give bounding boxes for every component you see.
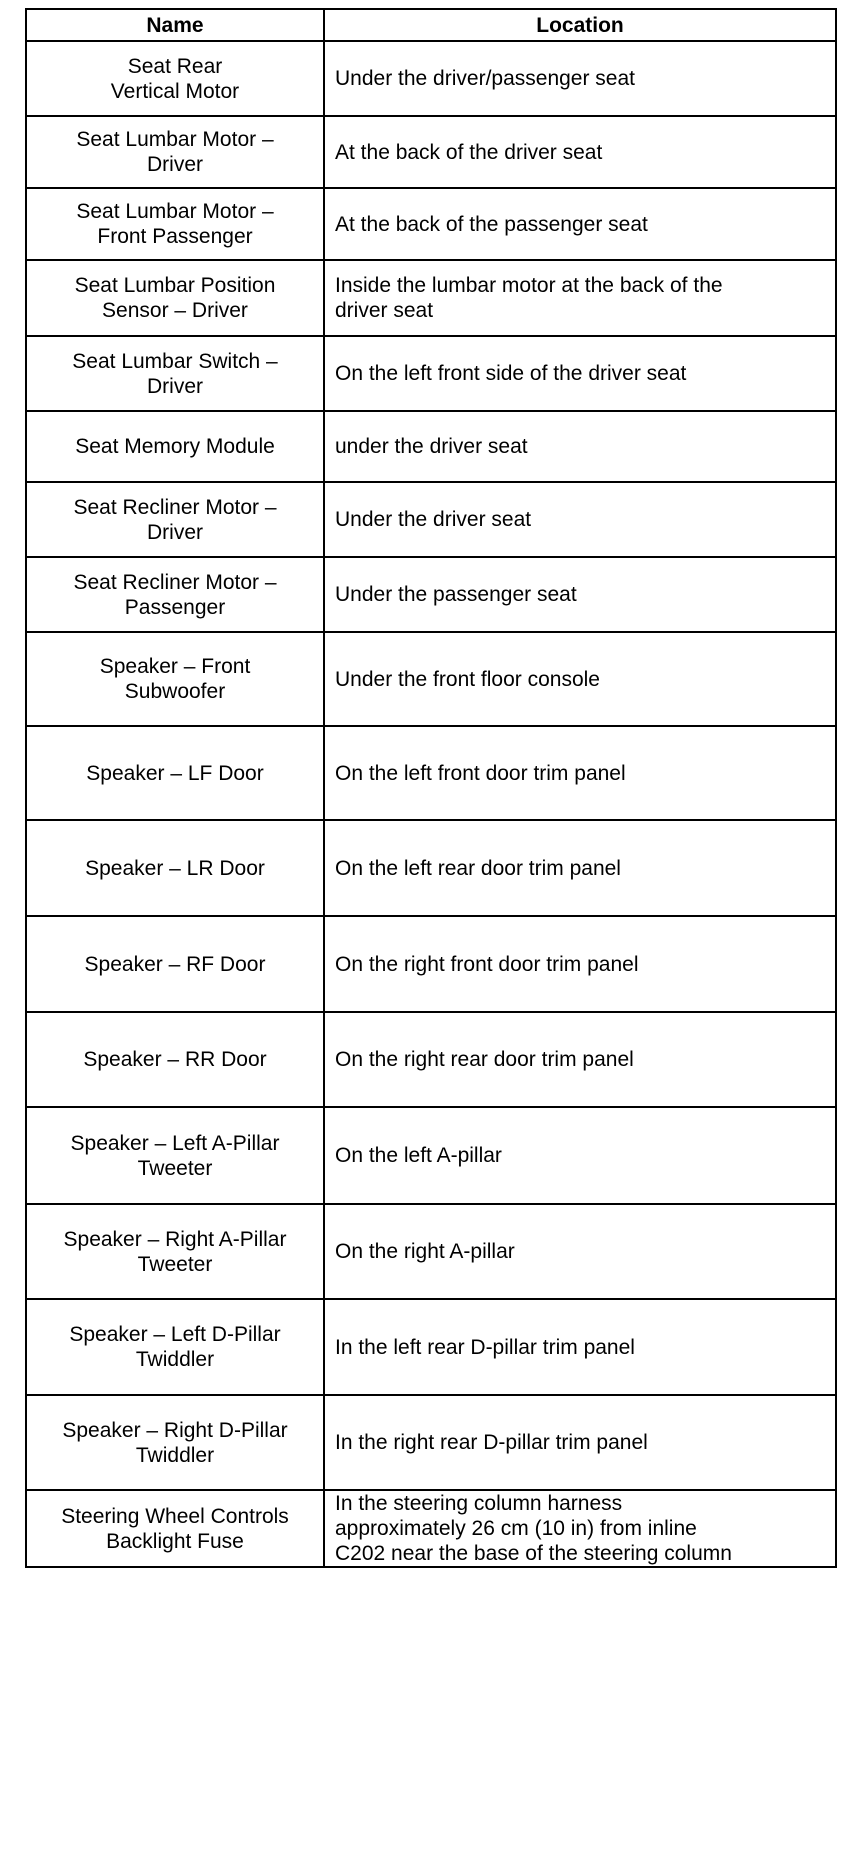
component-location-line: under the driver seat: [335, 435, 528, 458]
component-location-line: driver seat: [335, 299, 434, 322]
component-name-cell: [26, 482, 324, 557]
table-row: [26, 482, 836, 557]
component-location-cell: [324, 260, 836, 336]
component-name-line: Driver: [147, 520, 203, 544]
component-name-cell: [26, 41, 324, 116]
table-row: [26, 557, 836, 632]
component-name-line: Speaker – LR Door: [85, 856, 265, 880]
component-name-cell: [26, 916, 324, 1012]
component-name-cell: [26, 260, 324, 336]
component-name-line: Seat Recliner Motor –: [73, 495, 277, 519]
component-name-cell: [26, 411, 324, 482]
component-name-line: Passenger: [124, 595, 226, 619]
component-location-cell: [324, 632, 836, 726]
component-location-line: At the back of the passenger seat: [335, 212, 648, 236]
table-header-row: [26, 9, 836, 41]
component-name-line: Speaker – RF Door: [84, 952, 266, 976]
table-row: [26, 1012, 836, 1107]
component-name-line: Subwoofer: [124, 680, 226, 703]
component-name-line: Vertical Motor: [110, 79, 240, 103]
component-location-line: Under the driver/passenger seat: [335, 67, 635, 90]
component-location-cell: [324, 916, 836, 1012]
component-location-cell: [324, 1490, 836, 1567]
component-name-line: Speaker – Left A-Pillar: [70, 1131, 280, 1155]
component-location-cell: [324, 557, 836, 632]
component-name-cell: [26, 1204, 324, 1299]
component-location-cell: [324, 41, 836, 116]
table-row: [26, 1490, 836, 1567]
component-name-line: Sensor – Driver: [102, 299, 248, 322]
component-location-line: On the right rear door trim panel: [335, 1048, 634, 1071]
component-location-line: On the left A-pillar: [335, 1144, 502, 1167]
component-name-cell: [26, 1107, 324, 1204]
component-name-line: Steering Wheel Controls: [61, 1504, 289, 1528]
component-location-table: [25, 8, 837, 1568]
component-location-line: Under the driver seat: [335, 508, 532, 531]
component-name-cell: [26, 820, 324, 916]
component-location-cell: [324, 116, 836, 188]
table-row: [26, 916, 836, 1012]
component-name-line: Seat Recliner Motor –: [73, 570, 277, 594]
component-name-line: Tweeter: [137, 1156, 213, 1180]
component-location-table-container: [25, 8, 835, 1568]
component-name-line: Twiddler: [135, 1443, 215, 1467]
component-name-line: Seat Memory Module: [75, 435, 275, 458]
component-name-cell: [26, 557, 324, 632]
component-location-line: In the left rear D-pillar trim panel: [335, 1335, 635, 1359]
component-location-line: At the back of the driver seat: [335, 140, 603, 164]
component-location-line: Inside the lumbar motor at the back of the: [335, 274, 723, 297]
table-row: [26, 336, 836, 411]
component-location-line: On the left front side of the driver seat: [335, 362, 687, 385]
component-name-line: Front Passenger: [97, 225, 253, 248]
table-row: [26, 1107, 836, 1204]
component-name-cell: [26, 1490, 324, 1567]
component-name-line: Driver: [147, 153, 203, 176]
component-location-line: Under the passenger seat: [335, 583, 577, 606]
component-name-cell: [26, 336, 324, 411]
component-location-line: On the left front door trim panel: [335, 761, 626, 785]
table-row: [26, 41, 836, 116]
component-name-cell: [26, 632, 324, 726]
component-location-line: In the right rear D-pillar trim panel: [335, 1431, 648, 1454]
component-location-cell: [324, 1204, 836, 1299]
component-name-line: Driver: [147, 374, 203, 398]
component-location-cell: [324, 726, 836, 820]
component-name-line: Backlight Fuse: [106, 1529, 244, 1553]
component-location-line: On the right A-pillar: [335, 1240, 515, 1263]
component-name-line: Speaker – Right D-Pillar: [62, 1418, 288, 1442]
component-location-cell: [324, 820, 836, 916]
table-body: [26, 41, 836, 1567]
component-name-line: Speaker – Left D-Pillar: [69, 1323, 281, 1346]
column-header-name: Name: [26, 9, 324, 41]
component-name-line: Twiddler: [135, 1348, 215, 1371]
component-location-cell: [324, 482, 836, 557]
table-row: [26, 1299, 836, 1395]
table-row: [26, 726, 836, 820]
component-name-cell: [26, 726, 324, 820]
component-location-line: On the left rear door trim panel: [335, 856, 621, 880]
component-name-line: Speaker – Right A-Pillar: [63, 1227, 287, 1251]
component-name-cell: [26, 188, 324, 260]
component-name-line: Tweeter: [137, 1252, 213, 1276]
component-location-cell: [324, 1395, 836, 1490]
table-row: [26, 820, 836, 916]
component-name-line: Speaker – RR Door: [83, 1048, 267, 1071]
component-location-cell: [324, 1299, 836, 1395]
component-name-line: Speaker – LF Door: [86, 761, 264, 785]
component-name-line: Speaker – Front: [99, 655, 251, 678]
component-location-cell: [324, 1012, 836, 1107]
component-location-cell: [324, 411, 836, 482]
component-name-line: Seat Lumbar Motor –: [76, 200, 274, 223]
component-name-cell: [26, 1012, 324, 1107]
component-location-line: In the steering column harness: [335, 1492, 623, 1515]
component-name-line: Seat Lumbar Switch –: [72, 349, 278, 373]
component-location-cell: [324, 1107, 836, 1204]
table-row: [26, 188, 836, 260]
component-location-cell: [324, 188, 836, 260]
component-location-line: On the right front door trim panel: [335, 952, 639, 976]
table-row: [26, 260, 836, 336]
component-name-line: Seat Rear: [127, 54, 223, 78]
table-row: [26, 116, 836, 188]
table-row: [26, 632, 836, 726]
table-row: [26, 1395, 836, 1490]
column-header-location: Location: [324, 9, 836, 41]
component-location-cell: [324, 336, 836, 411]
component-name-cell: [26, 1395, 324, 1490]
table-row: [26, 411, 836, 482]
component-name-line: Seat Lumbar Motor –: [76, 128, 274, 151]
component-name-cell: [26, 1299, 324, 1395]
component-location-line: approximately 26 cm (10 in) from inline: [335, 1517, 697, 1540]
component-name-line: Seat Lumbar Position: [74, 274, 276, 297]
component-location-line: C202 near the base of the steering column: [335, 1542, 732, 1565]
table-row: [26, 1204, 836, 1299]
component-name-cell: [26, 116, 324, 188]
component-location-line: Under the front floor console: [335, 667, 600, 691]
